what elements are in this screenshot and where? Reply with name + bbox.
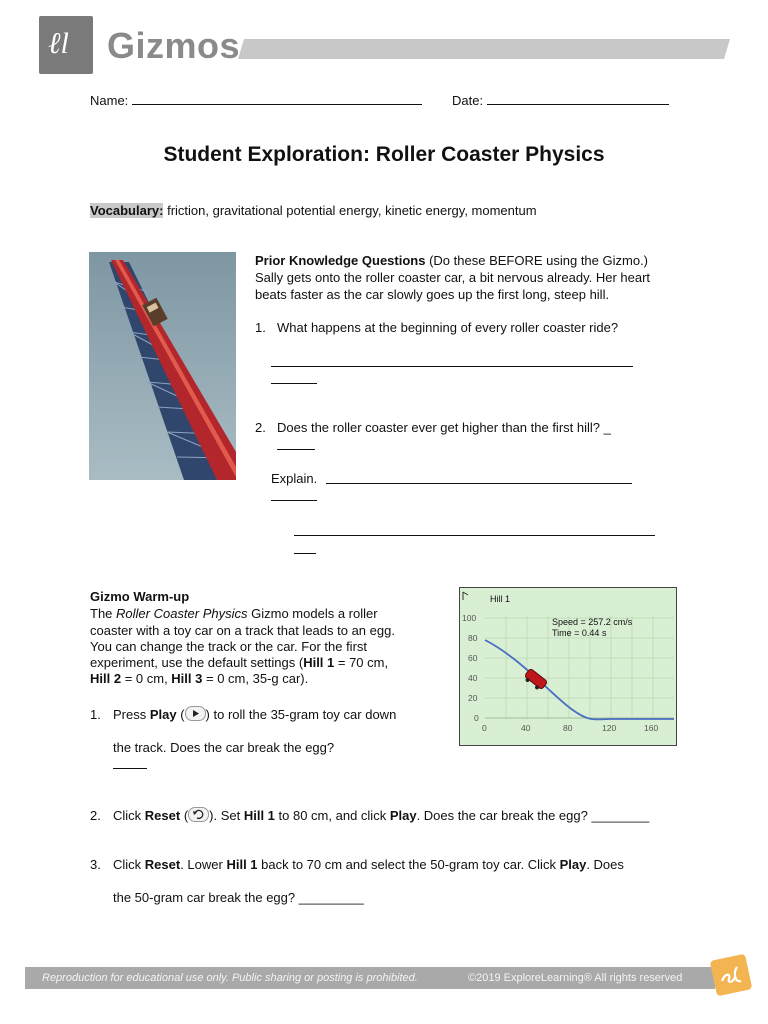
gizmo-x-tick-160: 160 [644,723,659,733]
play-icon [185,706,206,721]
explain-label: Explain. [271,471,318,486]
warmup-q1-number: 1. [90,707,101,722]
gizmo-y-tick-80: 80 [468,633,478,643]
prior-q2-answer-line[interactable] [277,449,315,450]
warmup-q3-number: 3. [90,857,101,872]
warmup-q2-number: 2. [90,808,101,823]
warmup-paragraph-2: coaster with a toy car on a track that leads to an egg. [90,623,395,638]
warmup-q2-text: Click Reset ( ). Set Hill 1 to 80 cm, and click Play. Does the car break the egg? ________ [113,808,650,823]
gizmo-y-tick-60: 60 [468,653,478,663]
prior-q2-question [277,419,611,436]
footer-disclaimer: Reproduction for educational use only. Public sharing or posting is prohibited. [42,972,418,984]
roller-coaster-photo [89,252,236,480]
explain-line-3[interactable] [294,535,655,536]
name-blank[interactable] [132,92,422,105]
logo-mark: ℓl [48,27,69,60]
prior-q1-answer-line-2[interactable] [271,383,317,384]
name-field[interactable] [90,92,422,109]
gizmo-screenshot [459,587,677,746]
prior-q2-blank[interactable]: _ [603,420,611,435]
vocabulary-label: Vocabulary: [90,203,164,218]
gizmo-y-tick-40: 40 [468,673,478,683]
date-blank[interactable] [487,92,669,105]
gizmo-hill-label: Hill 1 [490,594,511,604]
prior-intro-1: Sally gets onto the roller coaster car, a bit nervous already. Her heart [255,270,651,285]
page-title: Student Exploration: Roller Coaster Physics [163,143,605,166]
warmup-heading: Gizmo Warm-up [90,589,190,604]
date-label: Date: [452,93,484,108]
header-bar [238,39,730,59]
prior-heading-note: (Do these BEFORE using the Gizmo.) [429,253,649,268]
footer-copyright: ©2019 ExploreLearning® All rights reserved [468,972,683,984]
prior-knowledge-heading [255,252,695,269]
gizmo-x-tick-80: 80 [563,723,573,733]
warmup-q3-line2: the 50-gram car break the egg? _________ [113,890,364,905]
date-field[interactable] [452,92,669,109]
name-label: Name: [90,93,129,108]
explorelearning-logo [39,16,93,74]
warmup-q1-text: Press Play ( ) to roll the 35-gram toy car down [113,707,397,722]
reset-icon [188,807,209,822]
prior-q1-answer-line-1[interactable] [271,366,633,367]
prior-q2-text: Does the roller coaster ever get higher than the first hill? [277,420,601,435]
warmup-q1-line2: the track. Does the car break the egg? [113,740,335,755]
gizmo-x-tick-120: 120 [602,723,617,733]
warmup-q3-text: Click Reset. Lower Hill 1 back to 70 cm and select the 50-gram toy car. Click Play. Does [113,857,624,872]
prior-q1-text: What happens at the beginning of every roller coaster ride? [277,320,619,335]
prior-q2-number: 2. [255,420,266,435]
gizmo-speed-readout: Speed = 257.2 cm/s [552,617,633,627]
warmup-paragraph-1: The Roller Coaster Physics Gizmo models a roller [90,606,378,621]
gizmo-time-readout: Time = 0.44 s [552,628,607,638]
gizmos-brand: Gizmos [107,25,241,66]
warmup-paragraph-3: You can change the track or the car. For the first [90,639,368,654]
explain-line-2[interactable] [271,500,317,501]
prior-q1-number: 1. [255,320,266,335]
explain-line-4[interactable] [294,553,316,554]
gizmo-x-tick-40: 40 [521,723,531,733]
explain-line-1[interactable] [326,483,632,484]
prior-intro-2: beats faster as the car slowly goes up the first long, steep hill. [255,287,610,302]
warmup-q1-answer-line[interactable] [113,768,147,769]
explorelearning-corner-logo [707,951,755,999]
gizmo-y-tick-20: 20 [468,693,478,703]
prior-heading: Prior Knowledge Questions [255,253,426,268]
warmup-paragraph-5: Hill 2 = 0 cm, Hill 3 = 0 cm, 35-g car). [90,671,309,686]
vocabulary-terms: friction, gravitational potential energy, kinetic energy, momentum [167,203,537,218]
gizmo-y-tick-100: 100 [462,613,477,623]
gizmo-y-tick-0: 0 [474,713,479,723]
warmup-paragraph-4: experiment, use the default settings (Hill 1 = 70 cm, [90,655,389,670]
gizmo-x-tick-0: 0 [482,723,487,733]
vocabulary-line [90,202,537,219]
